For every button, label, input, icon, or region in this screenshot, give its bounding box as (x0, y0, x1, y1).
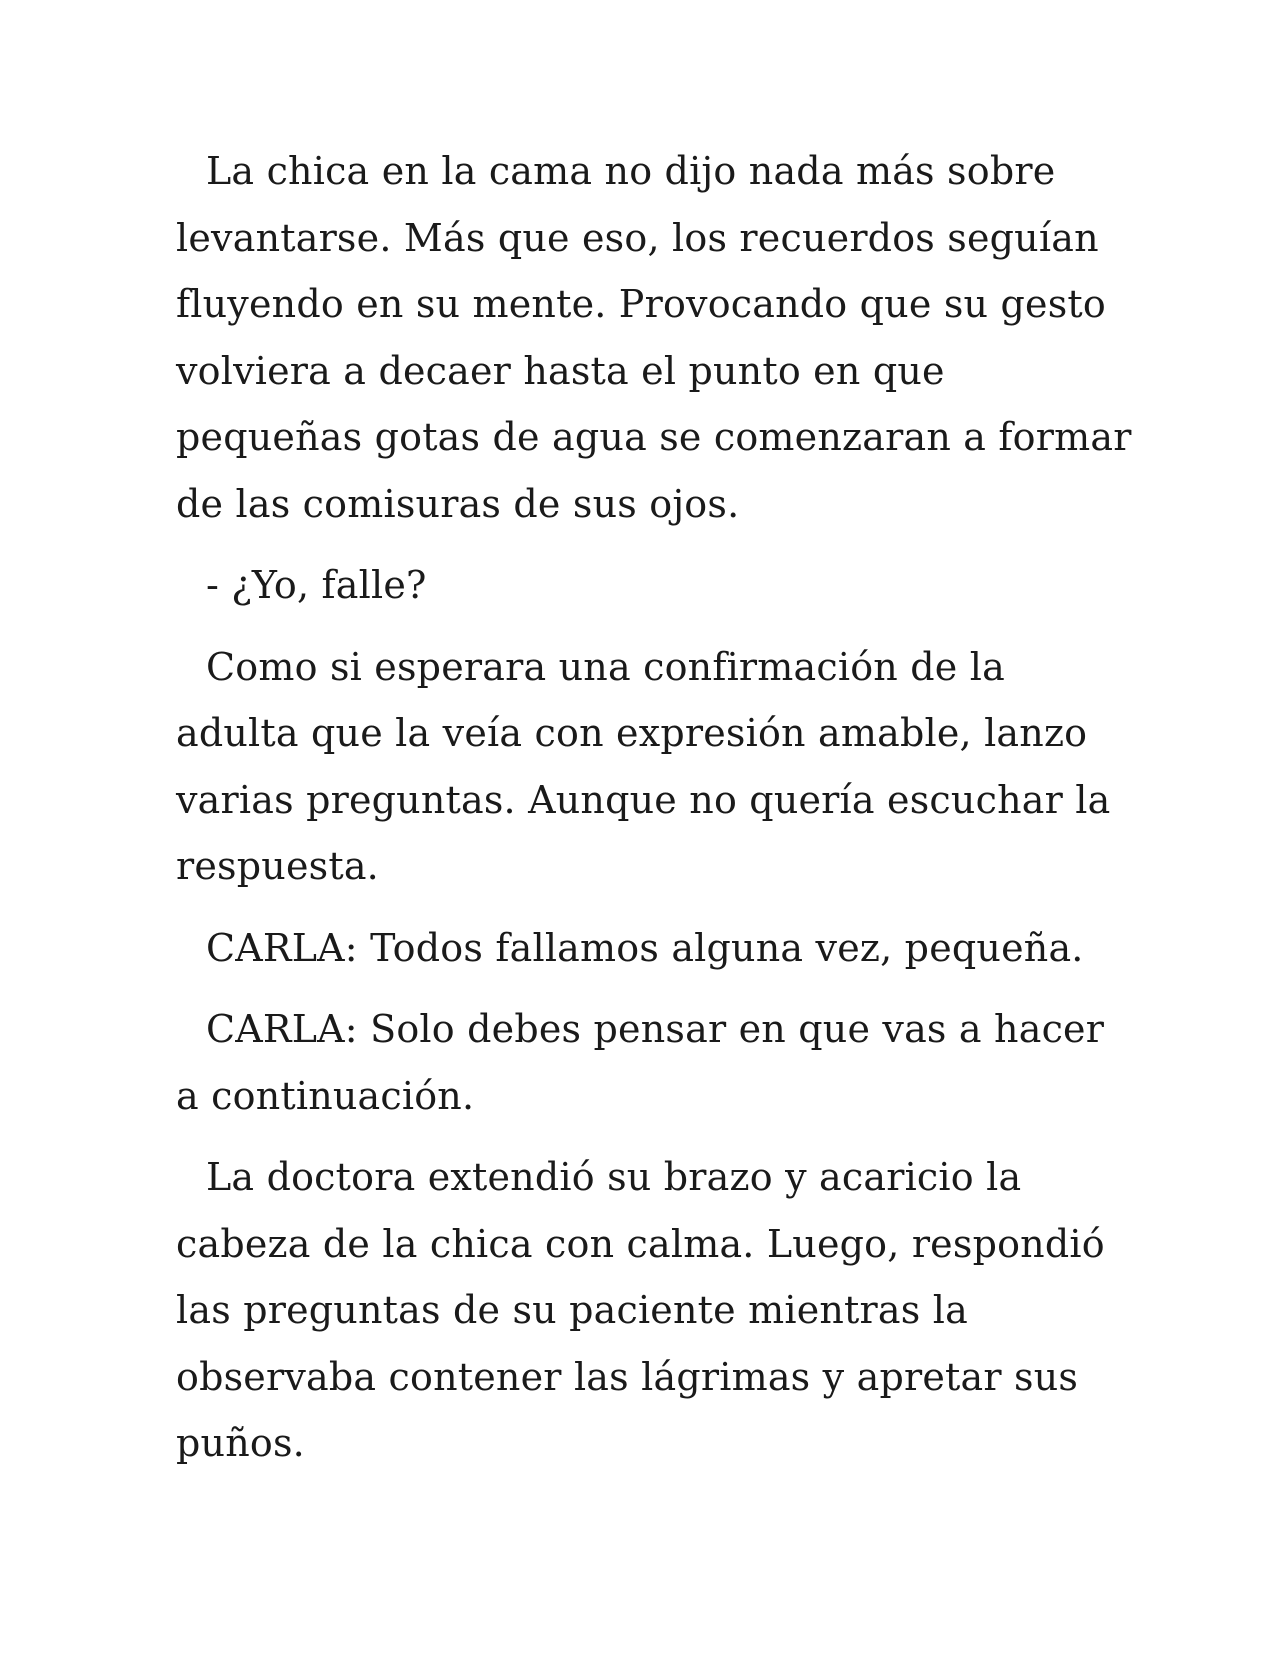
paragraph-dialogue-carla-1: CARLA: Todos fallamos alguna vez, pequeña. (206, 925, 1084, 970)
paragraph-narration-3: La doctora extendió su brazo y acaricio la cabeza de la chica con calma. Luego, respondió las preguntas de su paciente mientras la observaba contener las lágrimas y apretar sus puños. (176, 1155, 1105, 1465)
paragraph-dialogue-question: - ¿Yo, falle? (206, 563, 427, 607)
page-body (176, 138, 1136, 1492)
paragraph-narration-2: Como si esperara una confirmación de la adulta que la veía con expresión amable, lanzo varias preguntas. Aunque no quería escuchar la respuesta. (176, 644, 1111, 888)
paragraph-narration-1: La chica en la cama no dijo nada más sobre levantarse. Más que eso, los recuerdos seguían fluyendo en su mente. Provocando que su gesto volviera a decaer hasta el punto en que pequeñas gotas de agua se comenzaran a formar de las comisuras de sus ojos. (176, 149, 1132, 526)
paragraph-dialogue-carla-2: CARLA: Solo debes pensar en que vas a hacer a continuación. (176, 1007, 1105, 1118)
